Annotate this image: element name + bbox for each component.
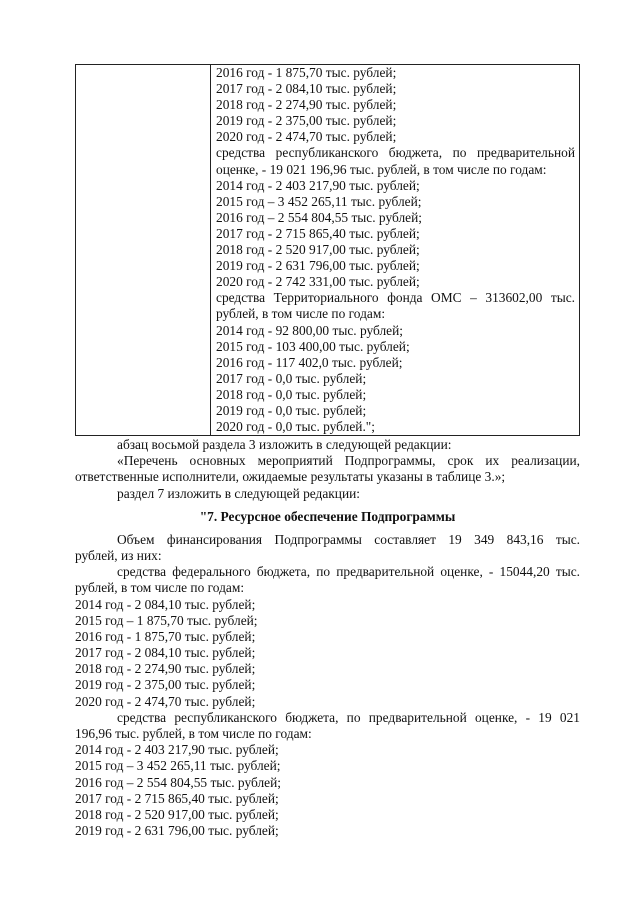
table-line: 2014 год - 92 800,00 тыс. рублей; [216,322,403,338]
table-line: 2017 год - 2 084,10 тыс. рублей; [216,81,397,97]
table-line: 2016 год - 1 875,70 тыс. рублей; [216,65,397,80]
table-line: 2018 год - 2 520 917,00 тыс. рублей; [216,242,420,258]
paragraph-line: средства федерального бюджета, по предварительной оценке, - 15044,20 тыс. [117,564,580,580]
table-line: 2019 год - 2 631 796,00 тыс. рублей; [216,258,420,274]
list-item: 2014 год - 2 403 217,90 тыс. рублей; [75,742,279,758]
paragraph-line: средства республиканского бюджета, по предварительной оценке, - 19 021 [117,709,580,725]
table-line: 2020 год - 0,0 тыс. рублей."; [216,419,375,435]
list-item: 2019 год - 2 375,00 тыс. рублей; [75,677,256,693]
paragraph-line: рублей, в том числе по годам: [75,580,245,596]
table-line: 2020 год - 2 474,70 тыс. рублей; [216,129,397,145]
list-item: 2014 год - 2 084,10 тыс. рублей; [75,596,256,612]
document-body [75,437,580,839]
paragraph-line: раздел 7 изложить в следующей редакции: [117,485,361,501]
table-line: 2015 год - 103 400,00 тыс. рублей; [216,338,410,354]
list-item: 2017 год - 2 084,10 тыс. рублей; [75,645,256,661]
list-item: 2015 год – 1 875,70 тыс. рублей; [75,612,258,628]
table-line: рублей, в том числе по годам: [216,306,386,322]
table-right-cell [211,65,580,436]
table-line: средства республиканского бюджета, по предварительной [216,145,575,161]
section-heading: "7. Ресурсное обеспечение Подпрограммы [199,508,456,524]
list-item: 2020 год - 2 474,70 тыс. рублей; [75,693,256,709]
paragraph-line: 196,96 тыс. рублей, в том числе по годам: [75,726,312,741]
table-line: 2017 год - 0,0 тыс. рублей; [216,370,367,386]
list-item: 2018 год - 2 520 917,00 тыс. рублей; [75,806,279,822]
table-line: 2018 год - 2 274,90 тыс. рублей; [216,97,397,113]
list-item: 2019 год - 2 631 796,00 тыс. рублей; [75,823,279,839]
table-line: 2018 год - 0,0 тыс. рублей; [216,386,367,402]
table-row [76,65,580,436]
table-line: 2016 год - 117 402,0 тыс. рублей; [216,354,403,370]
paragraph-line: Объем финансирования Подпрограммы составляет 19 349 843,16 тыс. [117,531,580,547]
paragraph-line: абзац восьмой раздела 3 изложить в следующей редакции: [117,437,452,452]
table-line: 2016 год – 2 554 804,55 тыс. рублей; [216,209,422,225]
table-line: 2014 год - 2 403 217,90 тыс. рублей; [216,177,420,193]
funding-table [75,64,580,436]
table-line: оценке, - 19 021 196,96 тыс. рублей, в том числе по годам: [216,161,547,177]
table-line: 2019 год - 0,0 тыс. рублей; [216,402,367,418]
table-left-cell [76,65,211,436]
table-line: средства Территориального фонда ОМС – 313602,00 тыс. [216,290,575,306]
table-line: 2015 год – 3 452 265,11 тыс. рублей; [216,193,422,209]
paragraph-line: «Перечень основных мероприятий Подпрограммы, срок их реализации, [117,453,580,469]
table-line: 2020 год - 2 742 331,00 тыс. рублей; [216,274,420,290]
list-item: 2018 год - 2 274,90 тыс. рублей; [75,661,256,677]
list-item: 2017 год - 2 715 865,40 тыс. рублей; [75,790,279,806]
table-line: 2017 год - 2 715 865,40 тыс. рублей; [216,225,420,241]
list-item: 2016 год – 2 554 804,55 тыс. рублей; [75,774,281,790]
paragraph-line: ответственные исполнители, ожидаемые результаты указаны в таблице 3.»; [75,469,506,485]
list-item: 2015 год – 3 452 265,11 тыс. рублей; [75,758,281,774]
table-line: 2019 год - 2 375,00 тыс. рублей; [216,113,397,129]
paragraph-line: рублей, из них: [75,547,162,563]
list-item: 2016 год - 1 875,70 тыс. рублей; [75,628,256,644]
